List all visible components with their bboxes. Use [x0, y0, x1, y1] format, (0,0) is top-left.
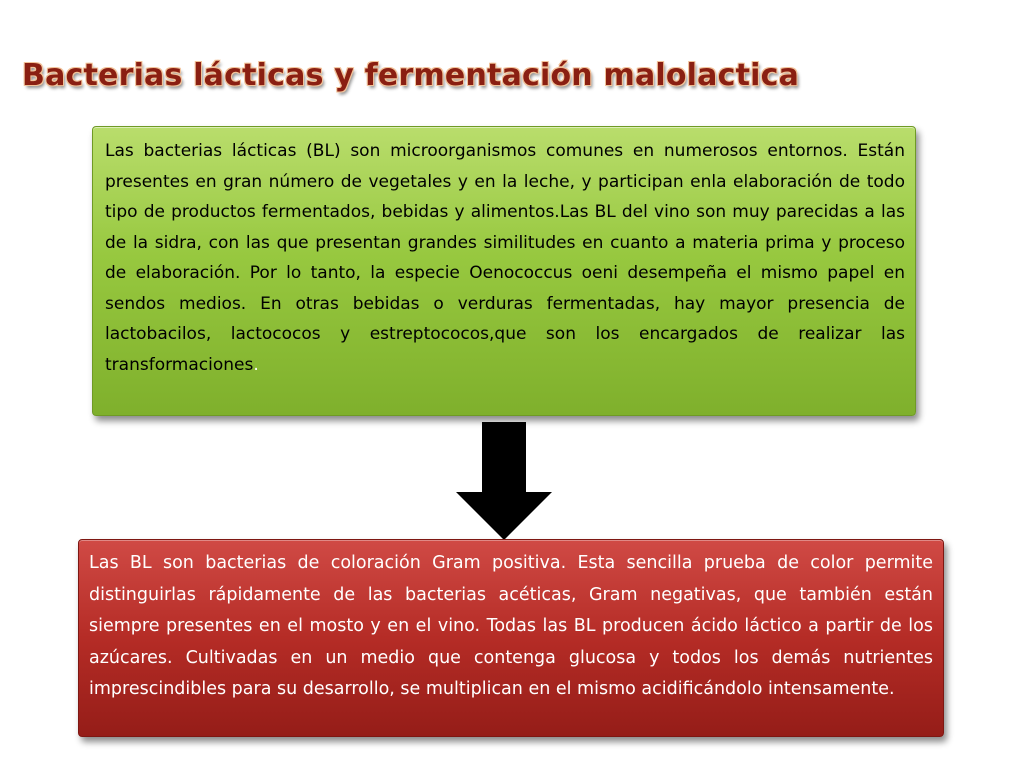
green-text-box	[92, 126, 916, 416]
down-arrow-icon	[456, 422, 552, 540]
green-box-text: Las bacterias lácticas (BL) son microorganismos comunes en numerosos entornos. Están presentes en gran número de vegetales y en la leche, y participan enla elaboración de todo tipo de productos fermentados, bebidas y alimentos.Las BL del vino son muy parecidas a las de la sidra, con las que presentan grandes similitudes en cuanto a materia prima y proceso de elaboración. Por lo tanto, la especie Oenococcus oeni desempeña el mismo papel en sendos medios. En otras bebidas o verduras fermentadas, hay mayor presencia de lactobacilos, lactococos y estreptococos,que son los encargados de realizar las transformaciones	[105, 141, 905, 375]
green-box-trailing-period: .	[253, 354, 259, 375]
red-text-box	[78, 539, 944, 737]
red-box-text: Las BL son bacterias de coloración Gram positiva. Esta sencilla prueba de color permite distinguirlas rápidamente de las bacterias acéticas, Gram negativas, que también están siempre presentes en el mosto y en el vino. Todas las BL producen ácido láctico a partir de los azúcares. Cultivadas en un medio que contenga glucosa y todos los demás nutrientes imprescindibles para su desarrollo, se multiplican en el mismo acidificándolo intensamente.	[89, 553, 933, 699]
slide-title: Bacterias lácticas y fermentación malolactica	[22, 58, 800, 93]
